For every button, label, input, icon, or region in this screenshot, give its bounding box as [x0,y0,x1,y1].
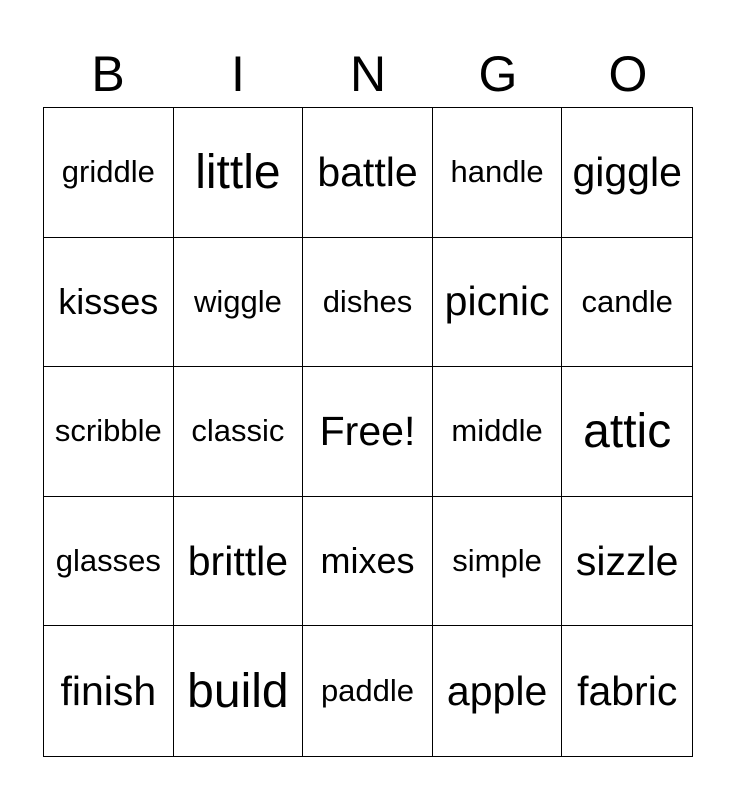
bingo-cell-r4-c1[interactable]: glasses [44,497,174,627]
bingo-board [43,107,693,757]
bingo-cell-r2-c5[interactable]: candle [562,238,692,368]
header-letter-g: G [478,46,518,102]
bingo-cell-r1-c1[interactable]: griddle [44,108,174,238]
bingo-cell-r3-c4[interactable]: middle [433,367,563,497]
bingo-cell-r5-c3[interactable]: paddle [303,626,433,756]
bingo-cell-r4-c3[interactable]: mixes [303,497,433,627]
bingo-cell-r5-c2[interactable]: build [174,626,304,756]
bingo-cell-r2-c4[interactable]: picnic [433,238,563,368]
bingo-cell-r2-c1[interactable]: kisses [44,238,174,368]
bingo-cell-r2-c3[interactable]: dishes [303,238,433,368]
bingo-cell-r1-c2[interactable]: little [174,108,304,238]
bingo-cell-r1-c4[interactable]: handle [433,108,563,238]
bingo-cell-r3-c1[interactable]: scribble [44,367,174,497]
header-letter-o: O [608,46,648,102]
header-letter-b: B [91,46,125,102]
bingo-cell-r4-c2[interactable]: brittle [174,497,304,627]
bingo-header [43,44,693,104]
bingo-cell-r3-c2[interactable]: classic [174,367,304,497]
bingo-cell-r2-c2[interactable]: wiggle [174,238,304,368]
bingo-cell-r5-c4[interactable]: apple [433,626,563,756]
bingo-cell-r3-c3[interactable]: Free! [303,367,433,497]
header-letter-n: N [349,46,387,102]
bingo-cell-r1-c3[interactable]: battle [303,108,433,238]
bingo-cell-r4-c4[interactable]: simple [433,497,563,627]
bingo-cell-r1-c5[interactable]: giggle [562,108,692,238]
bingo-cell-r5-c5[interactable]: fabric [577,667,678,714]
header-letter-i: I [231,46,245,102]
bingo-cell-r5-c1[interactable]: finish [44,626,174,756]
bingo-cell-r3-c5[interactable]: attic [562,367,692,497]
bingo-cell-r4-c5[interactable]: sizzle [562,497,692,627]
